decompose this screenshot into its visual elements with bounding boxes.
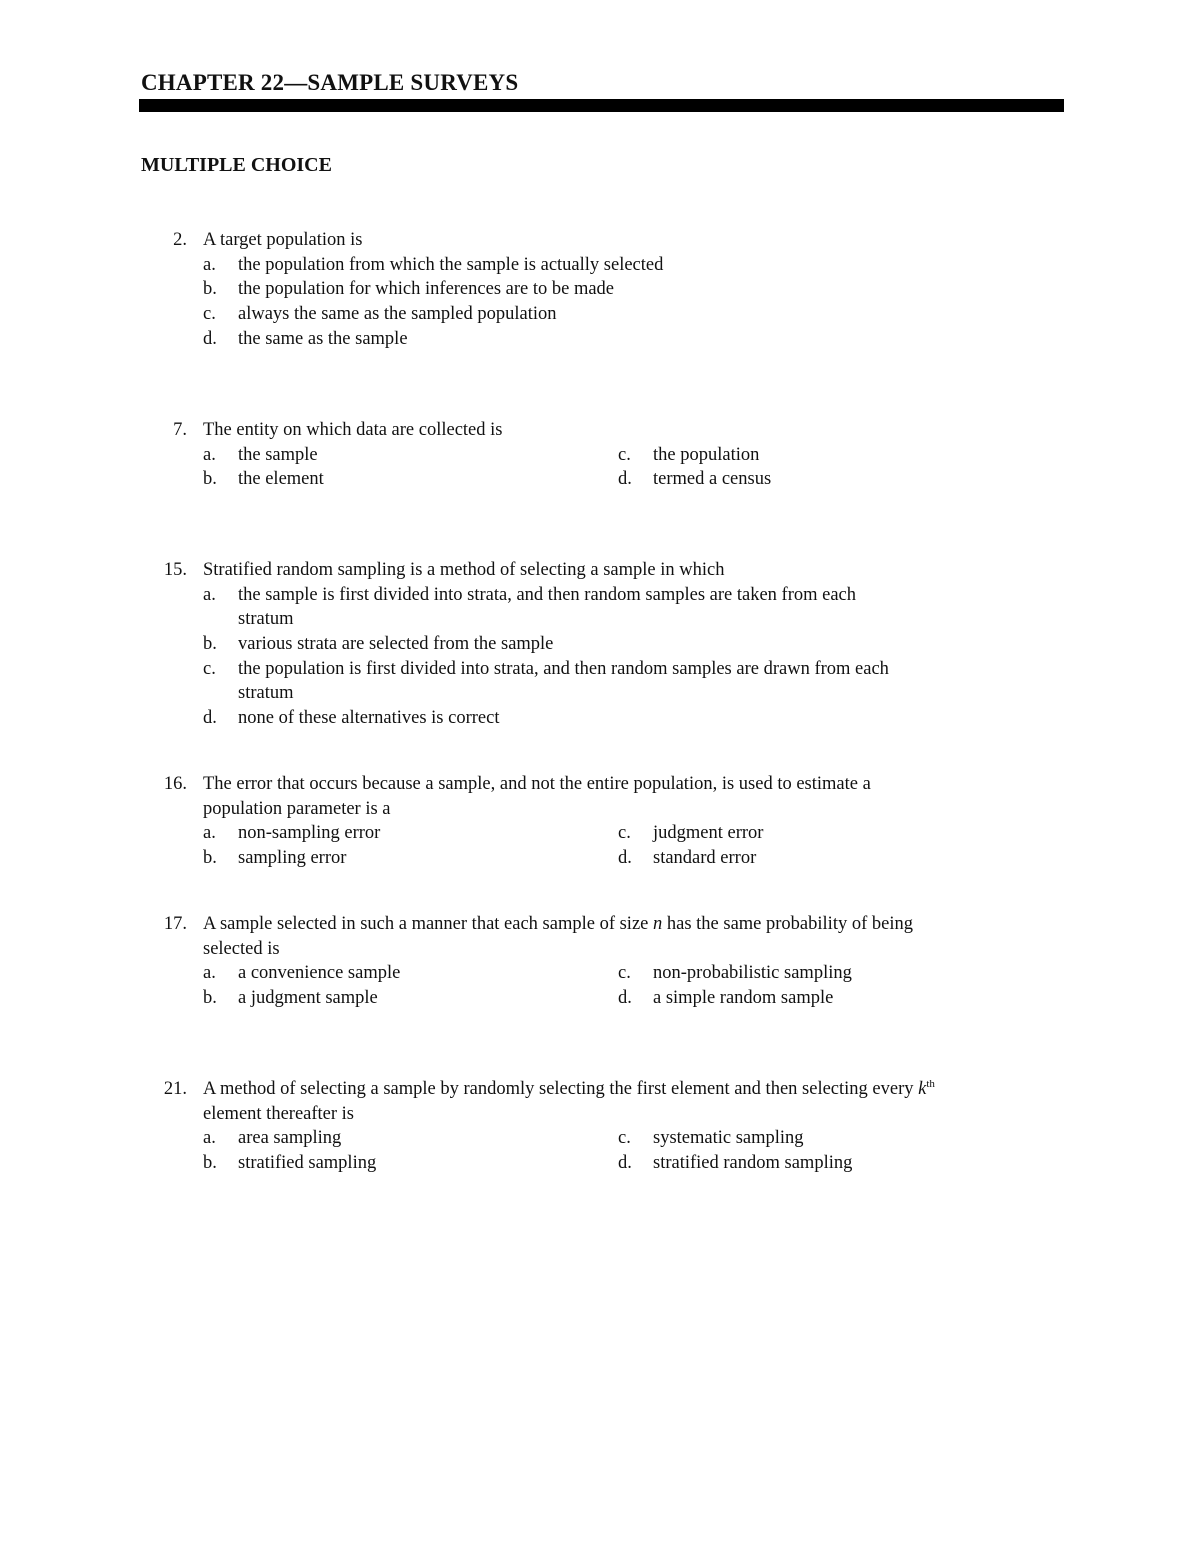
- option-text: always the same as the sampled population: [238, 304, 557, 325]
- question-2: [0, 228, 1200, 351]
- option-letter: a.: [203, 823, 216, 844]
- question-number: 21.: [163, 1079, 187, 1099]
- question-stem: A sample selected in such a manner that each sample of size n has the same probability of being: [203, 914, 913, 934]
- option-letter: a.: [203, 444, 216, 465]
- title-rule: [139, 99, 1064, 112]
- question-7: [0, 418, 1200, 492]
- option-text: termed a census: [653, 469, 772, 490]
- superscript-th: th: [926, 1077, 935, 1090]
- option-letter: b.: [203, 279, 217, 300]
- option-letter: a.: [203, 963, 216, 984]
- option-text: the sample: [238, 444, 318, 465]
- option-text: the element: [238, 469, 324, 490]
- question-16: [0, 772, 1200, 871]
- option-letter: c.: [618, 823, 631, 844]
- option-letter: c.: [618, 963, 631, 984]
- question-stem: The entity on which data are collected is: [203, 420, 503, 440]
- option-text: a convenience sample: [238, 963, 401, 984]
- option-letter: c.: [618, 1128, 631, 1149]
- option-a: [0, 583, 1200, 608]
- option-b: [0, 277, 1200, 302]
- option-text: judgment error: [653, 823, 764, 844]
- option-row: [0, 443, 1200, 468]
- option-row: [0, 1151, 1200, 1176]
- option-letter: d.: [618, 469, 632, 490]
- chapter-title: CHAPTER 22—SAMPLE SURVEYS: [141, 70, 519, 95]
- option-letter: c.: [203, 304, 216, 325]
- option-a-continued: [0, 607, 1200, 632]
- option-text: the population is first divided into strata, and then random samples are drawn from each: [238, 658, 889, 679]
- question-15: [0, 558, 1200, 731]
- option-row: [0, 986, 1200, 1011]
- option-d: [0, 706, 1200, 731]
- option-letter: b.: [203, 988, 217, 1009]
- question-stem-continued: element thereafter is: [203, 1103, 354, 1124]
- question-stem-continued: population parameter is a: [203, 798, 391, 819]
- question-stem: A target population is: [203, 230, 363, 250]
- question-number: 7.: [173, 420, 187, 440]
- option-row: [0, 1126, 1200, 1151]
- option-text: the sample is first divided into strata, and then random samples are taken from each: [238, 584, 857, 605]
- option-text: various strata are selected from the sample: [238, 634, 554, 655]
- option-text: the population for which inferences are to be made: [238, 279, 615, 300]
- option-c: [0, 657, 1200, 682]
- question-number: 15.: [163, 560, 187, 580]
- option-letter: d.: [618, 848, 632, 869]
- option-text: stratum: [238, 609, 294, 630]
- option-letter: b.: [203, 634, 217, 655]
- option-letter: b.: [203, 848, 217, 869]
- option-row: [0, 846, 1200, 871]
- option-text: a judgment sample: [238, 988, 378, 1009]
- question-17: [0, 912, 1200, 1011]
- option-text: stratum: [238, 683, 294, 704]
- option-letter: d.: [618, 988, 632, 1009]
- option-text: a simple random sample: [653, 988, 834, 1009]
- option-letter: d.: [618, 1153, 632, 1174]
- option-letter: c.: [203, 658, 216, 679]
- question-stem: A method of selecting a sample by randomly selecting the first element and then selecting every $k^{th}$: [203, 1077, 935, 1099]
- variable-n: n: [653, 914, 663, 934]
- option-letter: a.: [203, 584, 216, 605]
- option-text: the population: [653, 444, 760, 465]
- option-text: stratified random sampling: [653, 1153, 853, 1174]
- option-text: standard error: [653, 848, 757, 869]
- option-letter: a.: [203, 254, 216, 275]
- question-number: 16.: [163, 774, 187, 794]
- option-text: stratified sampling: [238, 1153, 377, 1174]
- option-text: systematic sampling: [653, 1128, 804, 1149]
- option-text: non-sampling error: [238, 823, 381, 844]
- option-letter: b.: [203, 1153, 217, 1174]
- option-row: [0, 961, 1200, 986]
- option-d: [0, 327, 1200, 352]
- question-number: 2.: [173, 230, 187, 250]
- option-letter: d.: [203, 328, 217, 349]
- question-number: 17.: [163, 914, 187, 934]
- option-text: non-probabilistic sampling: [653, 963, 852, 984]
- question-stem-continued: selected is: [203, 938, 280, 959]
- option-b: [0, 632, 1200, 657]
- question-stem: The error that occurs because a sample, and not the entire population, is used to estimate a: [203, 774, 871, 794]
- option-text: the same as the sample: [238, 328, 408, 349]
- option-text: sampling error: [238, 848, 347, 869]
- question-21: [0, 1077, 1200, 1176]
- option-letter: d.: [203, 708, 217, 729]
- option-text: none of these alternatives is correct: [238, 708, 500, 729]
- section-heading: MULTIPLE CHOICE: [141, 154, 332, 176]
- option-letter: b.: [203, 469, 217, 490]
- option-row: [0, 821, 1200, 846]
- option-text: area sampling: [238, 1128, 342, 1149]
- option-text: the population from which the sample is actually selected: [238, 254, 664, 275]
- option-letter: c.: [618, 444, 631, 465]
- option-c: [0, 302, 1200, 327]
- option-letter: a.: [203, 1128, 216, 1149]
- variable-k: k: [918, 1079, 927, 1099]
- option-c-continued: [0, 681, 1200, 706]
- question-stem: Stratified random sampling is a method of selecting a sample in which: [203, 560, 725, 580]
- option-row: [0, 467, 1200, 492]
- option-a: [0, 253, 1200, 278]
